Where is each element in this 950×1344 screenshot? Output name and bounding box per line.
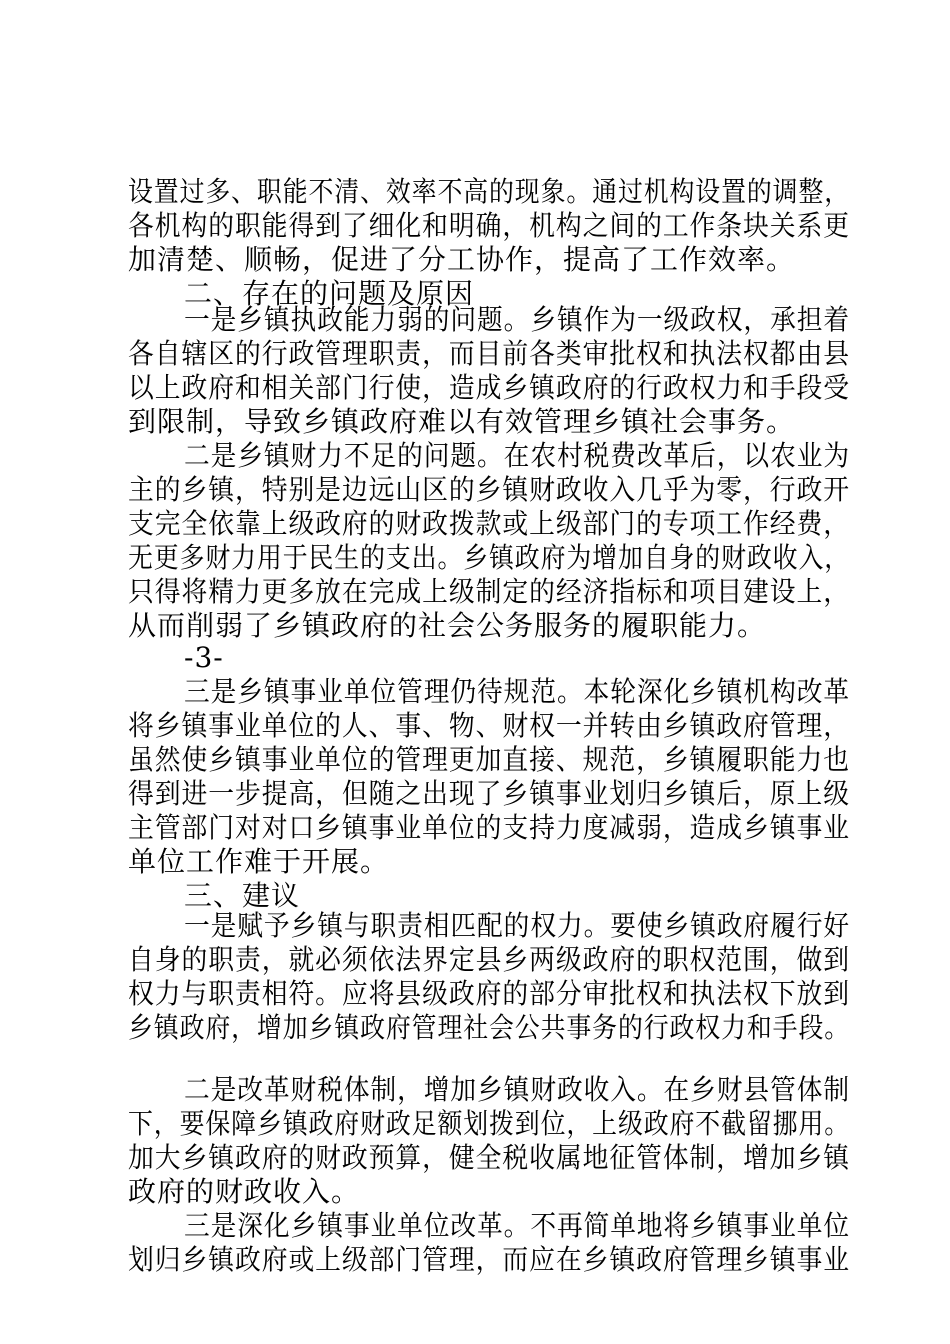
text-line: 政府的财政收入。	[128, 1175, 361, 1208]
text-line: 主的乡镇，特别是边远山区的乡镇财政收入几乎为零，行政开	[128, 473, 851, 506]
text-line: 权力与职责相符。应将县级政府的部分审批权和执法权下放到	[128, 977, 851, 1010]
text-line: 二是乡镇财力不足的问题。在农村税费改革后，以农业为	[184, 439, 850, 472]
text-line: 一是乡镇执政能力弱的问题。乡镇作为一级政权，承担着	[184, 303, 850, 336]
text-line: 三是深化乡镇事业单位改革。不再简单地将乡镇事业单位	[184, 1209, 850, 1242]
page-number: -3-	[184, 641, 224, 674]
text-line: 单位工作难于开展。	[128, 845, 390, 878]
text-line: 将乡镇事业单位的人、事、物、财权一并转由乡镇政府管理，	[128, 709, 851, 742]
text-line: 二是改革财税体制，增加乡镇财政收入。在乡财县管体制	[184, 1073, 850, 1106]
text-line: 从而削弱了乡镇政府的社会公务服务的履职能力。	[128, 609, 767, 642]
text-line: 设置过多、职能不清、效率不高的现象。通过机构设置的调整，	[128, 175, 851, 208]
text-line: 自身的职责，就必须依法界定县乡两级政府的职权范围，做到	[128, 943, 851, 976]
text-line: 乡镇政府，增加乡镇政府管理社会公共事务的行政权力和手段。	[128, 1011, 851, 1044]
text-line: 以上政府和相关部门行使，造成乡镇政府的行政权力和手段受	[128, 371, 851, 404]
text-line: 各机构的职能得到了细化和明确，机构之间的工作条块关系更	[128, 209, 851, 242]
text-line: 到限制，导致乡镇政府难以有效管理乡镇社会事务。	[128, 405, 796, 438]
text-line: 虽然使乡镇事业单位的管理更加直接、规范，乡镇履职能力也	[128, 743, 851, 776]
text-line: 无更多财力用于民生的支出。乡镇政府为增加自身的财政收入，	[128, 541, 851, 574]
text-line: 划归乡镇政府或上级部门管理，而应在乡镇政府管理乡镇事业	[128, 1243, 851, 1276]
text-line: 各自辖区的行政管理职责，而目前各类审批权和执法权都由县	[128, 337, 851, 370]
text-line: 一是赋予乡镇与职责相匹配的权力。要使乡镇政府履行好	[184, 909, 850, 942]
text-line: 加清楚、顺畅，促进了分工协作，提高了工作效率。	[128, 243, 796, 276]
text-line: 加大乡镇政府的财政预算，健全税收属地征管体制，增加乡镇	[128, 1141, 851, 1174]
section-heading: 二、存在的问题及原因	[184, 277, 475, 310]
section-heading: 三、建议	[184, 879, 301, 912]
text-line: 三是乡镇事业单位管理仍待规范。本轮深化乡镇机构改革	[184, 675, 850, 708]
text-line: 主管部门对对口乡镇事业单位的支持力度减弱，造成乡镇事业	[128, 811, 851, 844]
text-line: 下，要保障乡镇政府财政足额划拨到位，上级政府不截留挪用。	[128, 1107, 851, 1140]
text-line: 得到进一步提高，但随之出现了乡镇事业划归乡镇后，原上级	[128, 777, 851, 810]
text-line: 支完全依靠上级政府的财政拨款或上级部门的专项工作经费，	[128, 507, 851, 540]
text-line: 只得将精力更多放在完成上级制定的经济指标和项目建设上，	[128, 575, 851, 608]
